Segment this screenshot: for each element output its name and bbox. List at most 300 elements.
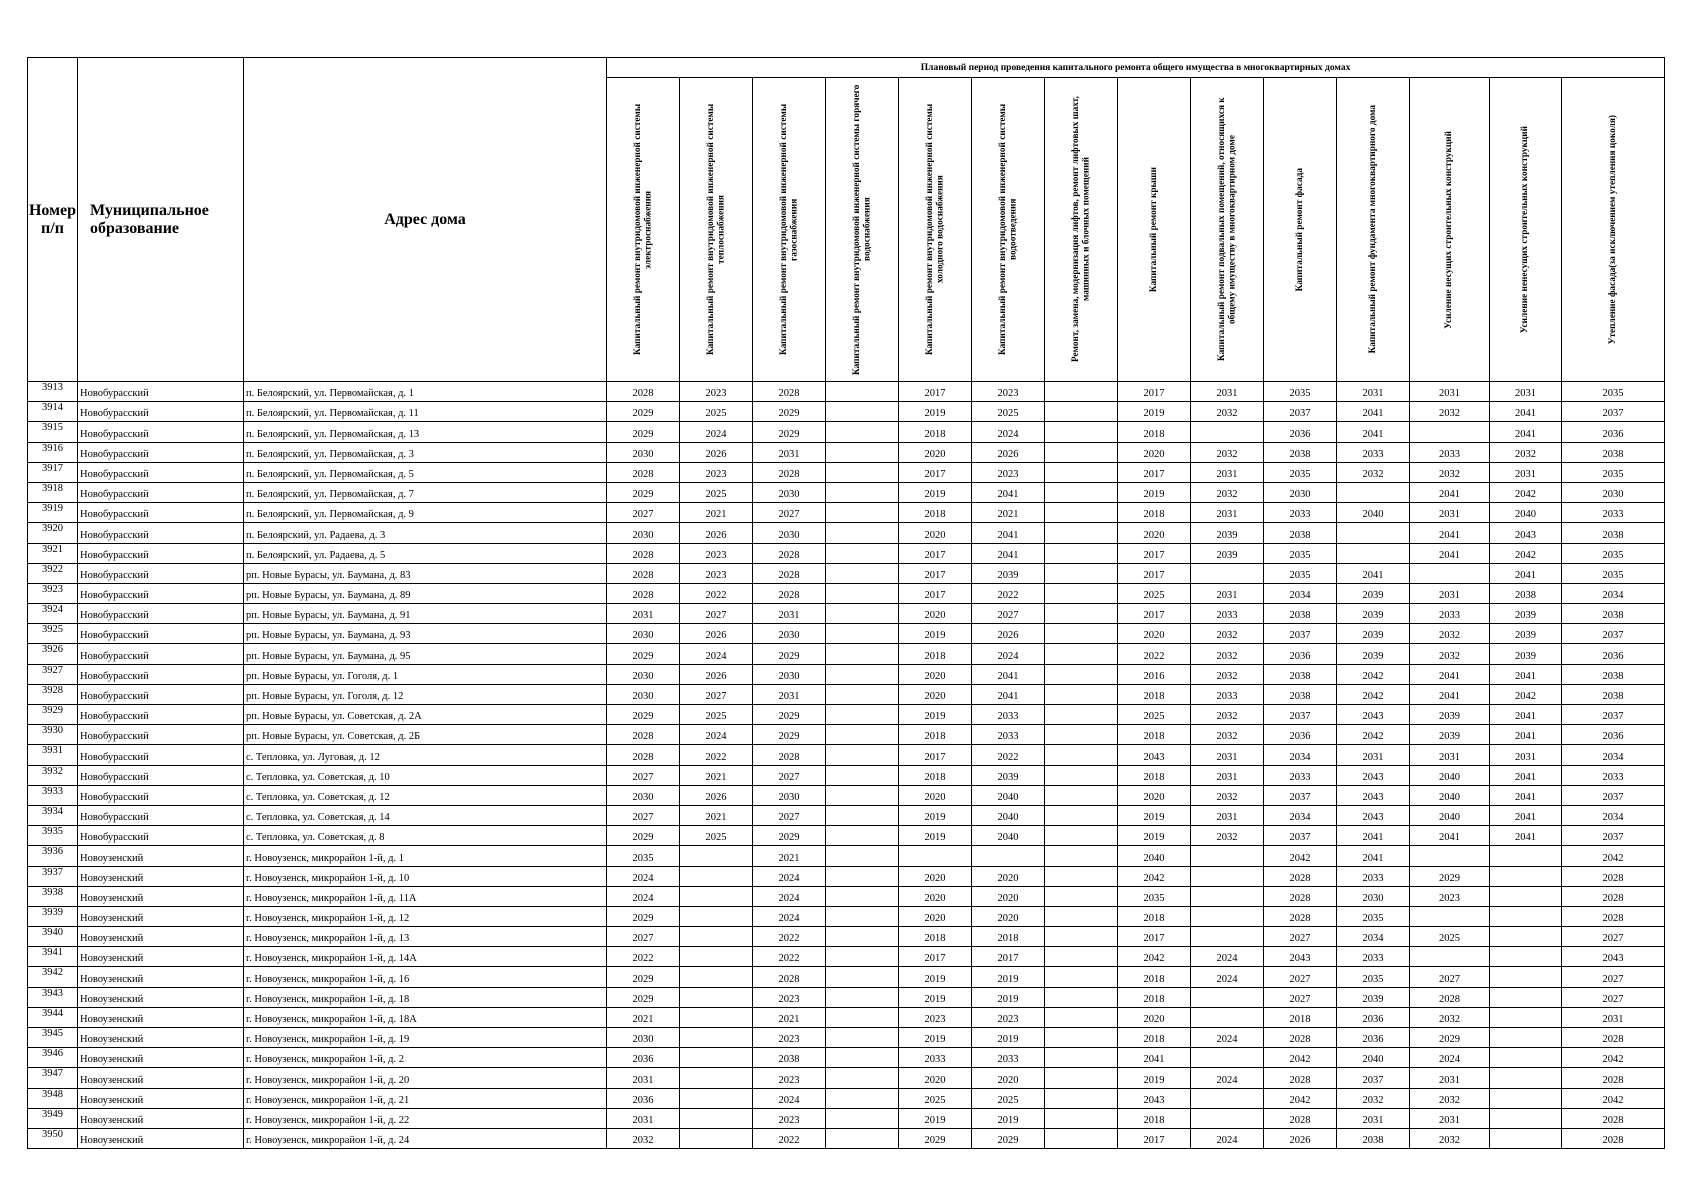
cell-year: 2017 — [1118, 462, 1191, 482]
cell-year — [972, 846, 1045, 866]
cell-year: 2019 — [899, 402, 972, 422]
cell-year — [1045, 503, 1118, 523]
cell-year — [826, 382, 899, 402]
header-work-label: Ремонт, замена, модернизация лифтов, ремонт лифтовых шахт, машинных и блочных помещений — [1070, 96, 1091, 363]
cell-year: 2028 — [1562, 1068, 1665, 1088]
cell-year — [1337, 482, 1410, 502]
cell-year — [826, 1088, 899, 1108]
cell-address: г. Новоузенск, микрорайон 1-й, д. 22 — [244, 1108, 607, 1128]
cell-year: 2030 — [607, 1028, 680, 1048]
cell-year — [1410, 846, 1490, 866]
cell-year: 2041 — [1337, 826, 1410, 846]
cell-municipality: Новоузенский — [78, 906, 244, 926]
cell-year — [1045, 1128, 1118, 1148]
cell-year: 2040 — [1118, 846, 1191, 866]
table-row — [28, 866, 1665, 886]
cell-year — [1490, 1068, 1562, 1088]
cell-year: 2018 — [1118, 422, 1191, 442]
cell-address: г. Новоузенск, микрорайон 1-й, д. 14А — [244, 947, 607, 967]
cell-number: 3925 — [28, 624, 78, 644]
cell-year: 2022 — [1118, 644, 1191, 664]
cell-year: 2038 — [1264, 523, 1337, 543]
cell-year: 2042 — [1118, 947, 1191, 967]
cell-year: 2034 — [1562, 745, 1665, 765]
table-row — [28, 987, 1665, 1007]
cell-number: 3940 — [28, 927, 78, 947]
table-row — [28, 664, 1665, 684]
cell-year: 2041 — [1410, 482, 1490, 502]
cell-year: 2024 — [680, 725, 753, 745]
cell-year: 2025 — [680, 826, 753, 846]
cell-year: 2023 — [753, 1108, 826, 1128]
cell-year — [826, 785, 899, 805]
cell-year: 2021 — [607, 1007, 680, 1027]
cell-year: 2043 — [1118, 745, 1191, 765]
cell-municipality: Новобурасский — [78, 705, 244, 725]
cell-year: 2018 — [899, 644, 972, 664]
cell-year — [1045, 1088, 1118, 1108]
cell-year: 2027 — [1410, 967, 1490, 987]
cell-year: 2028 — [1264, 866, 1337, 886]
cell-year — [1045, 967, 1118, 987]
cell-municipality: Новобурасский — [78, 442, 244, 462]
cell-year — [826, 967, 899, 987]
cell-year: 2019 — [899, 826, 972, 846]
cell-number: 3913 — [28, 382, 78, 402]
cell-year — [1045, 422, 1118, 442]
cell-address: п. Белоярский, ул. Первомайская, д. 13 — [244, 422, 607, 442]
cell-year: 2027 — [1562, 987, 1665, 1007]
cell-year: 2019 — [1118, 1068, 1191, 1088]
cell-year: 2027 — [607, 503, 680, 523]
cell-year: 2037 — [1264, 402, 1337, 422]
cell-number: 3944 — [28, 1007, 78, 1027]
header-work-5 — [899, 78, 972, 382]
cell-year: 2031 — [1191, 765, 1264, 785]
cell-year — [1490, 967, 1562, 987]
cell-year: 2038 — [1562, 523, 1665, 543]
cell-year: 2039 — [1337, 583, 1410, 603]
cell-year: 2018 — [1118, 987, 1191, 1007]
cell-municipality: Новоузенский — [78, 1088, 244, 1108]
cell-year: 2042 — [1490, 482, 1562, 502]
table-row — [28, 765, 1665, 785]
cell-year — [680, 927, 753, 947]
cell-year: 2038 — [1264, 604, 1337, 624]
header-work-1 — [607, 78, 680, 382]
cell-municipality: Новобурасский — [78, 422, 244, 442]
cell-year: 2027 — [607, 927, 680, 947]
cell-year: 2027 — [1264, 967, 1337, 987]
cell-year: 2037 — [1562, 402, 1665, 422]
cell-number: 3914 — [28, 402, 78, 422]
cell-municipality: Новоузенский — [78, 886, 244, 906]
cell-year — [1490, 906, 1562, 926]
cell-year: 2031 — [1337, 1108, 1410, 1128]
cell-year: 2042 — [1562, 846, 1665, 866]
cell-year: 2043 — [1264, 947, 1337, 967]
cell-year: 2031 — [1562, 1007, 1665, 1027]
cell-year — [826, 442, 899, 462]
cell-year — [826, 1048, 899, 1068]
cell-year: 2027 — [1562, 967, 1665, 987]
cell-year: 2019 — [972, 1108, 1045, 1128]
header-number: Номер п/п — [28, 58, 78, 382]
cell-year: 2028 — [753, 382, 826, 402]
cell-year: 2038 — [1490, 583, 1562, 603]
cell-number: 3932 — [28, 765, 78, 785]
cell-year: 2032 — [1410, 1007, 1490, 1027]
cell-year: 2043 — [1562, 947, 1665, 967]
cell-year: 2028 — [1562, 866, 1665, 886]
cell-year: 2030 — [753, 664, 826, 684]
cell-address: рп. Новые Бурасы, ул. Баумана, д. 93 — [244, 624, 607, 644]
cell-address: п. Белоярский, ул. Радаева, д. 5 — [244, 543, 607, 563]
cell-year: 2039 — [972, 563, 1045, 583]
cell-year: 2033 — [1337, 947, 1410, 967]
cell-year: 2039 — [1490, 624, 1562, 644]
cell-year: 2033 — [1410, 442, 1490, 462]
cell-year — [826, 604, 899, 624]
cell-year: 2031 — [1410, 1068, 1490, 1088]
cell-year — [1191, 1048, 1264, 1068]
cell-year — [1045, 482, 1118, 502]
cell-municipality: Новобурасский — [78, 644, 244, 664]
cell-address: г. Новоузенск, микрорайон 1-й, д. 19 — [244, 1028, 607, 1048]
cell-year: 2018 — [1118, 725, 1191, 745]
cell-year: 2024 — [972, 644, 1045, 664]
cell-municipality: Новоузенский — [78, 1128, 244, 1148]
cell-year: 2027 — [753, 805, 826, 825]
cell-number: 3920 — [28, 523, 78, 543]
cell-year — [1045, 684, 1118, 704]
cell-year: 2033 — [1264, 503, 1337, 523]
cell-year: 2041 — [1410, 664, 1490, 684]
cell-year: 2041 — [1490, 664, 1562, 684]
cell-year: 2026 — [680, 442, 753, 462]
cell-year: 2031 — [1191, 382, 1264, 402]
cell-year — [1490, 866, 1562, 886]
cell-year: 2041 — [972, 482, 1045, 502]
repair-schedule-table — [27, 57, 1665, 1149]
table-row — [28, 927, 1665, 947]
cell-year: 2019 — [899, 1028, 972, 1048]
cell-year: 2042 — [1337, 664, 1410, 684]
cell-year: 2032 — [1191, 826, 1264, 846]
cell-year — [826, 826, 899, 846]
table-row — [28, 1007, 1665, 1027]
cell-address: с. Тепловка, ул. Советская, д. 10 — [244, 765, 607, 785]
cell-number: 3922 — [28, 563, 78, 583]
cell-year — [680, 967, 753, 987]
header-work-6 — [972, 78, 1045, 382]
cell-year — [680, 947, 753, 967]
cell-year: 2034 — [1337, 927, 1410, 947]
cell-municipality: Новоузенский — [78, 846, 244, 866]
cell-year — [1045, 523, 1118, 543]
cell-year — [1045, 382, 1118, 402]
cell-year: 2029 — [607, 422, 680, 442]
cell-year — [826, 805, 899, 825]
cell-year — [680, 1048, 753, 1068]
cell-year — [826, 503, 899, 523]
cell-year — [1490, 1088, 1562, 1108]
cell-year — [1045, 745, 1118, 765]
cell-year: 2021 — [972, 503, 1045, 523]
cell-year: 2026 — [680, 664, 753, 684]
cell-year: 2025 — [680, 705, 753, 725]
cell-year: 2038 — [1264, 684, 1337, 704]
cell-address: г. Новоузенск, микрорайон 1-й, д. 21 — [244, 1088, 607, 1108]
cell-year — [1191, 906, 1264, 926]
cell-year: 2023 — [972, 382, 1045, 402]
cell-year: 2029 — [899, 1128, 972, 1148]
cell-year: 2020 — [899, 886, 972, 906]
cell-year — [1045, 1068, 1118, 1088]
cell-address: г. Новоузенск, микрорайон 1-й, д. 24 — [244, 1128, 607, 1148]
cell-year: 2041 — [1490, 563, 1562, 583]
cell-year: 2040 — [1410, 805, 1490, 825]
cell-year — [1337, 523, 1410, 543]
cell-year: 2039 — [1337, 604, 1410, 624]
cell-year: 2041 — [1410, 543, 1490, 563]
cell-year: 2029 — [753, 422, 826, 442]
cell-year: 2038 — [1562, 664, 1665, 684]
cell-year — [1490, 1108, 1562, 1128]
cell-year: 2023 — [1410, 886, 1490, 906]
cell-year — [680, 987, 753, 1007]
cell-year: 2036 — [1337, 1028, 1410, 1048]
cell-year: 2035 — [607, 846, 680, 866]
cell-year: 2037 — [1337, 1068, 1410, 1088]
cell-year — [826, 482, 899, 502]
cell-year: 2019 — [1118, 805, 1191, 825]
cell-year: 2038 — [1264, 664, 1337, 684]
cell-year: 2017 — [899, 543, 972, 563]
cell-year: 2033 — [1191, 684, 1264, 704]
cell-address: с. Тепловка, ул. Луговая, д. 12 — [244, 745, 607, 765]
cell-year: 2020 — [899, 684, 972, 704]
cell-year: 2019 — [972, 1028, 1045, 1048]
cell-year: 2021 — [753, 1007, 826, 1027]
cell-year: 2038 — [753, 1048, 826, 1068]
cell-year: 2027 — [1264, 927, 1337, 947]
cell-year: 2033 — [1264, 765, 1337, 785]
table-row — [28, 442, 1665, 462]
cell-year — [826, 745, 899, 765]
cell-year: 2032 — [1191, 402, 1264, 422]
cell-year: 2023 — [972, 462, 1045, 482]
cell-number: 3917 — [28, 462, 78, 482]
cell-year: 2031 — [753, 604, 826, 624]
cell-year: 2020 — [1118, 785, 1191, 805]
cell-year: 2019 — [972, 967, 1045, 987]
cell-year: 2028 — [607, 583, 680, 603]
cell-year: 2026 — [680, 785, 753, 805]
cell-year — [1045, 1048, 1118, 1068]
cell-year: 2023 — [753, 987, 826, 1007]
cell-number: 3945 — [28, 1028, 78, 1048]
cell-number: 3949 — [28, 1108, 78, 1128]
cell-municipality: Новобурасский — [78, 543, 244, 563]
cell-year — [1191, 422, 1264, 442]
cell-address: г. Новоузенск, микрорайон 1-й, д. 13 — [244, 927, 607, 947]
cell-year: 2032 — [1410, 462, 1490, 482]
cell-year: 2039 — [1337, 644, 1410, 664]
cell-year: 2043 — [1337, 805, 1410, 825]
cell-year: 2040 — [972, 785, 1045, 805]
cell-year: 2035 — [1264, 543, 1337, 563]
header-work-label: Капитальный ремонт крыши — [1148, 166, 1159, 293]
cell-municipality: Новобурасский — [78, 624, 244, 644]
cell-year: 2032 — [1191, 482, 1264, 502]
cell-year: 2028 — [753, 563, 826, 583]
cell-year: 2029 — [753, 705, 826, 725]
cell-year: 2019 — [899, 624, 972, 644]
cell-year: 2020 — [972, 1068, 1045, 1088]
cell-year — [1191, 886, 1264, 906]
cell-year: 2018 — [1118, 967, 1191, 987]
cell-address: п. Белоярский, ул. Первомайская, д. 3 — [244, 442, 607, 462]
cell-year: 2023 — [680, 543, 753, 563]
cell-year: 2018 — [1118, 906, 1191, 926]
cell-year: 2031 — [1191, 503, 1264, 523]
cell-year: 2030 — [753, 785, 826, 805]
cell-year: 2021 — [753, 846, 826, 866]
cell-year — [1045, 866, 1118, 886]
cell-year — [826, 664, 899, 684]
cell-year: 2043 — [1490, 523, 1562, 543]
cell-number: 3929 — [28, 705, 78, 725]
cell-year — [826, 927, 899, 947]
cell-number: 3933 — [28, 785, 78, 805]
cell-year: 2033 — [1562, 765, 1665, 785]
cell-year — [826, 846, 899, 866]
cell-year — [826, 563, 899, 583]
cell-year — [1191, 1007, 1264, 1027]
cell-year — [826, 1068, 899, 1088]
cell-year: 2025 — [1410, 927, 1490, 947]
cell-number: 3950 — [28, 1128, 78, 1148]
cell-year: 2041 — [972, 664, 1045, 684]
cell-number: 3926 — [28, 644, 78, 664]
cell-year: 2043 — [1118, 1088, 1191, 1108]
cell-year: 2030 — [753, 624, 826, 644]
header-work-label: Капитальный ремонт внутридомовой инженерной системы газоснабжения — [778, 103, 799, 356]
cell-year: 2040 — [1337, 503, 1410, 523]
cell-year: 2025 — [1118, 583, 1191, 603]
cell-year: 2020 — [899, 523, 972, 543]
header-work-label: Капитальный ремонт фасада — [1294, 167, 1305, 292]
table-row — [28, 503, 1665, 523]
cell-year — [680, 886, 753, 906]
cell-year: 2037 — [1562, 785, 1665, 805]
cell-year: 2040 — [1410, 765, 1490, 785]
cell-year: 2027 — [680, 604, 753, 624]
cell-year: 2022 — [753, 927, 826, 947]
cell-year: 2030 — [607, 664, 680, 684]
cell-municipality: Новоузенский — [78, 1108, 244, 1128]
cell-year: 2028 — [607, 563, 680, 583]
table-row — [28, 826, 1665, 846]
cell-year: 2031 — [1337, 745, 1410, 765]
cell-year: 2024 — [1191, 1028, 1264, 1048]
cell-year: 2041 — [1490, 725, 1562, 745]
cell-year: 2030 — [607, 684, 680, 704]
cell-year: 2029 — [753, 826, 826, 846]
cell-year: 2020 — [899, 785, 972, 805]
cell-municipality: Новобурасский — [78, 604, 244, 624]
cell-year: 2018 — [972, 927, 1045, 947]
cell-number: 3934 — [28, 805, 78, 825]
cell-municipality: Новобурасский — [78, 725, 244, 745]
cell-year: 2028 — [1562, 1028, 1665, 1048]
cell-year: 2024 — [680, 422, 753, 442]
cell-year: 2037 — [1264, 826, 1337, 846]
cell-year: 2038 — [1264, 442, 1337, 462]
cell-year — [1045, 805, 1118, 825]
cell-year — [1045, 987, 1118, 1007]
cell-year: 2019 — [1118, 826, 1191, 846]
cell-year — [680, 846, 753, 866]
cell-number: 3918 — [28, 482, 78, 502]
cell-number: 3916 — [28, 442, 78, 462]
cell-year: 2043 — [1337, 765, 1410, 785]
cell-number: 3948 — [28, 1088, 78, 1108]
cell-municipality: Новоузенский — [78, 1007, 244, 1027]
cell-year: 2042 — [1490, 684, 1562, 704]
cell-municipality: Новобурасский — [78, 482, 244, 502]
cell-year: 2027 — [1562, 927, 1665, 947]
cell-year: 2028 — [607, 382, 680, 402]
cell-year: 2031 — [1490, 382, 1562, 402]
cell-address: рп. Новые Бурасы, ул. Баумана, д. 95 — [244, 644, 607, 664]
cell-year: 2036 — [1264, 725, 1337, 745]
cell-municipality: Новоузенский — [78, 967, 244, 987]
cell-year: 2032 — [1337, 462, 1410, 482]
cell-year: 2039 — [1410, 705, 1490, 725]
cell-year — [680, 1108, 753, 1128]
cell-address: рп. Новые Бурасы, ул. Баумана, д. 89 — [244, 583, 607, 603]
cell-year: 2036 — [1562, 644, 1665, 664]
cell-year: 2031 — [607, 1068, 680, 1088]
cell-year: 2028 — [1410, 987, 1490, 1007]
cell-year: 2032 — [1410, 402, 1490, 422]
cell-year — [1490, 1128, 1562, 1148]
cell-year: 2028 — [1264, 886, 1337, 906]
cell-year — [1045, 906, 1118, 926]
cell-year: 2018 — [899, 765, 972, 785]
header-work-8 — [1118, 78, 1191, 382]
header-work-13 — [1490, 78, 1562, 382]
cell-year: 2042 — [1264, 1048, 1337, 1068]
header-address: Адрес дома — [244, 58, 607, 382]
cell-year — [826, 684, 899, 704]
cell-year: 2030 — [1337, 886, 1410, 906]
cell-year: 2041 — [1337, 402, 1410, 422]
cell-address: г. Новоузенск, микрорайон 1-й, д. 16 — [244, 967, 607, 987]
cell-year — [1045, 604, 1118, 624]
cell-year: 2041 — [1118, 1048, 1191, 1068]
cell-year: 2042 — [1490, 543, 1562, 563]
cell-year: 2037 — [1264, 705, 1337, 725]
cell-municipality: Новобурасский — [78, 503, 244, 523]
cell-year: 2017 — [899, 947, 972, 967]
cell-year: 2031 — [1191, 805, 1264, 825]
cell-year: 2041 — [1337, 563, 1410, 583]
table-row — [28, 543, 1665, 563]
cell-year: 2024 — [1191, 967, 1264, 987]
